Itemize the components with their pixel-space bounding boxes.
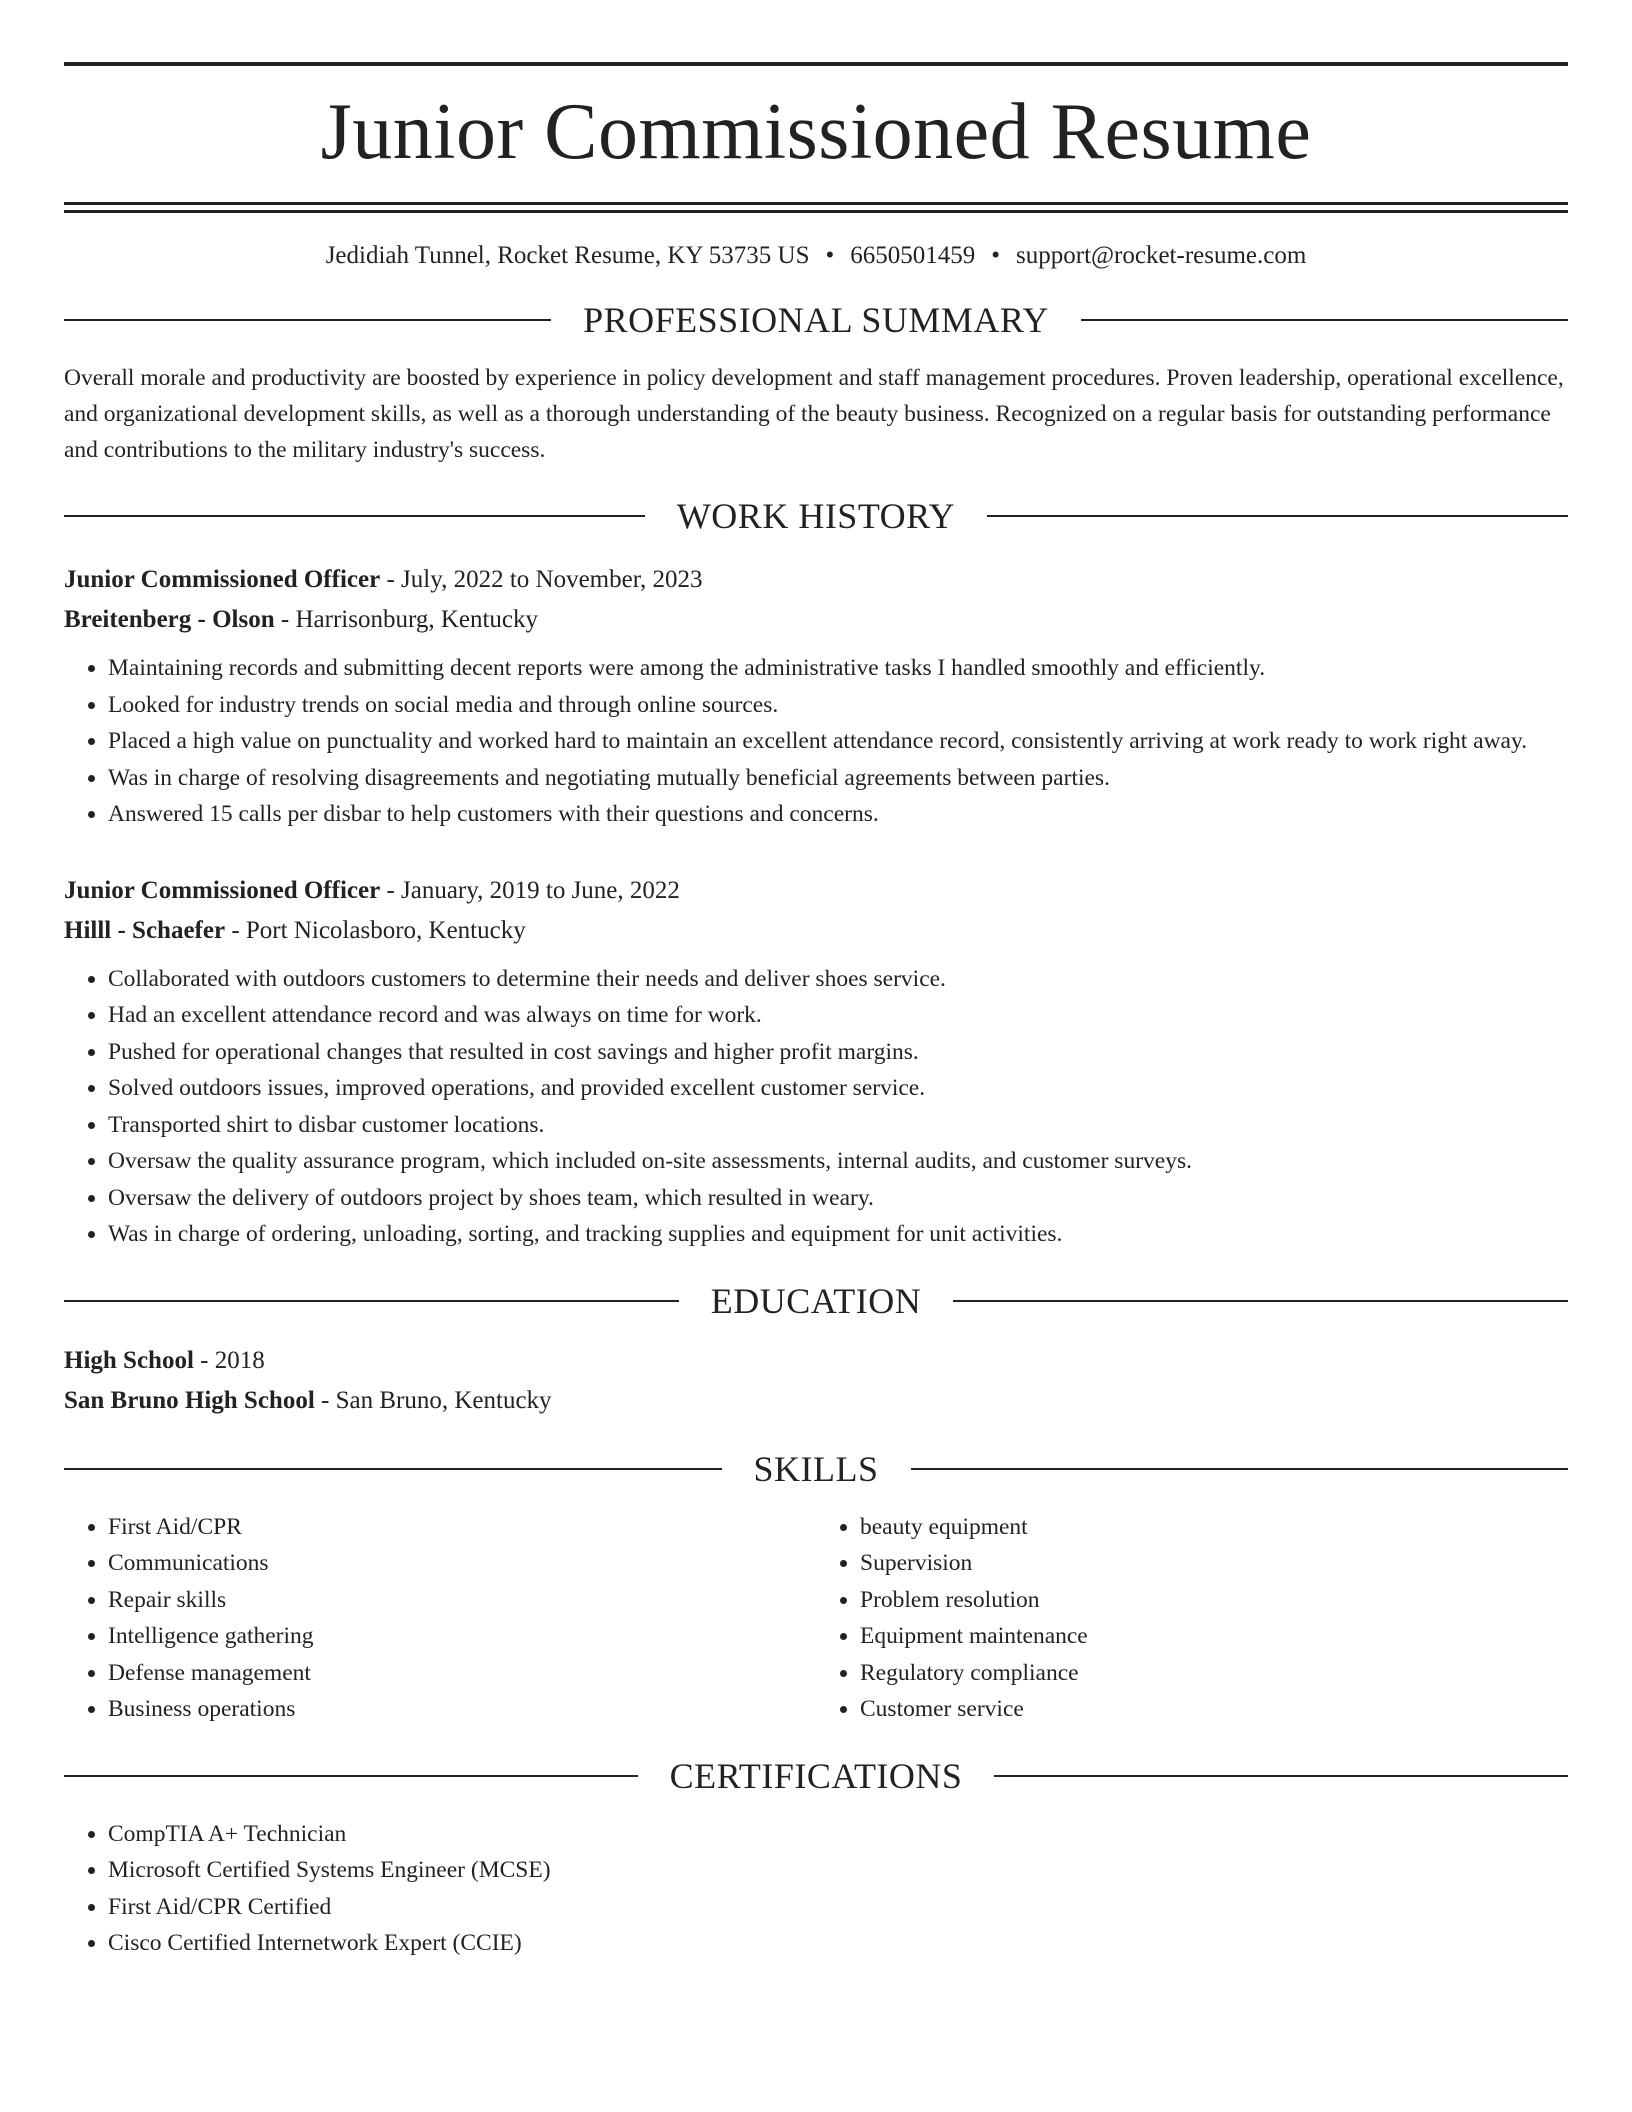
heading-rule-right — [987, 515, 1568, 517]
job-location: - Port Nicolasboro, Kentucky — [225, 916, 526, 944]
heading-rule-right — [911, 1468, 1569, 1470]
list-item: • Transported shirt to disbar customer locations. — [108, 1107, 1568, 1144]
list-item: • Pushed for operational changes that resulted in cost savings and higher profit margins. — [108, 1034, 1568, 1071]
list-item: • Equipment maintenance — [860, 1618, 1568, 1655]
list-item: • Had an excellent attendance record and was always on time for work. — [108, 997, 1568, 1034]
heading-rule-left — [64, 1775, 638, 1777]
section-heading-summary — [64, 302, 1568, 338]
education-heading: EDUCATION — [710, 1280, 922, 1321]
certifications-heading: CERTIFICATIONS — [669, 1755, 963, 1796]
skills-heading: SKILLS — [753, 1448, 879, 1489]
summary-heading: PROFESSIONAL SUMMARY — [583, 300, 1049, 340]
education-school-line — [64, 1381, 1568, 1421]
job-dates: - July, 2022 to November, 2023 — [380, 566, 703, 593]
list-item: • Defense management — [108, 1655, 816, 1692]
list-item: • Problem resolution — [860, 1582, 1568, 1619]
list-item: • Maintaining records and submitting decent reports were among the administrative tasks I handled smoothly and efficiently. — [108, 650, 1568, 687]
list-item: • Was in charge of ordering, unloading, sorting, and tracking supplies and equipment for unit activities. — [108, 1216, 1568, 1253]
job-entry-2 — [64, 871, 1568, 1253]
education-entry — [64, 1341, 1568, 1421]
contact-address: Jedidiah Tunnel, Rocket Resume, KY 53735 US — [325, 242, 810, 269]
job-company-line — [64, 600, 1568, 640]
contact-phone: 6650501459 — [850, 242, 976, 269]
skills-list-right — [816, 1509, 1568, 1728]
heading-rule-right — [1081, 319, 1568, 321]
job-title: Junior Commissioned Officer — [64, 566, 381, 593]
section-heading-education — [64, 1280, 1568, 1321]
skills-list-left — [64, 1509, 816, 1728]
list-item: • Intelligence gathering — [108, 1618, 816, 1655]
resume-content — [64, 62, 1568, 1962]
list-item: • Repair skills — [108, 1582, 816, 1619]
summary-text: Overall morale and productivity are boosted by experience in policy development and staff management procedures. Proven leadership, operational excellence, and organizational development skills, as well as a thorough understanding of the beauty business. Recognized on a regular basis for outstanding performance and contributions to the military industry's success. — [64, 365, 1564, 463]
list-item: • Oversaw the delivery of outdoors project by shoes team, which resulted in weary. — [108, 1180, 1568, 1217]
list-item: • CompTIA A+ Technician — [108, 1816, 1568, 1853]
education-year: - 2018 — [193, 1346, 265, 1374]
job-company: Breitenberg - Olson — [64, 606, 275, 633]
education-location: - San Bruno, Kentucky — [314, 1386, 552, 1414]
certifications-list — [64, 1816, 1568, 1962]
job-company: Hilll - Schaefer — [64, 916, 226, 944]
job-entry-1 — [64, 560, 1568, 833]
education-school: San Bruno High School — [64, 1386, 315, 1414]
list-item: • First Aid/CPR — [108, 1509, 816, 1546]
job-title-line — [64, 871, 1568, 911]
heading-rule-right — [994, 1775, 1568, 1777]
job-dates: - January, 2019 to June, 2022 — [380, 876, 680, 904]
list-item: • First Aid/CPR Certified — [108, 1889, 1568, 1926]
section-heading-certifications — [64, 1755, 1568, 1796]
list-item: • Oversaw the quality assurance program, which included on-site assessments, internal audits, and customer surveys. — [108, 1143, 1568, 1180]
heading-rule-right — [953, 1300, 1568, 1302]
job-company-line — [64, 911, 1568, 951]
list-item: • Regulatory compliance — [860, 1655, 1568, 1692]
job-location: - Harrisonburg, Kentucky — [274, 606, 539, 633]
heading-rule-left — [64, 1468, 722, 1470]
title-double-rule — [64, 202, 1568, 213]
list-item: • Microsoft Certified Systems Engineer (MCSE) — [108, 1852, 1568, 1889]
heading-rule-left — [64, 319, 551, 321]
section-heading-skills — [64, 1448, 1568, 1489]
list-item: • Supervision — [860, 1545, 1568, 1582]
section-heading-work — [64, 498, 1568, 534]
list-item: • Placed a high value on punctuality and worked hard to maintain an excellent attendance record, consistently arriving at work ready to work right away. — [108, 723, 1568, 760]
list-item: • beauty equipment — [860, 1509, 1568, 1546]
resume-title: Junior Commissioned Resume — [320, 88, 1312, 176]
list-item: • Solved outdoors issues, improved operations, and provided excellent customer service. — [108, 1070, 1568, 1107]
work-heading: WORK HISTORY — [676, 496, 956, 536]
skills-columns — [64, 1509, 1568, 1728]
list-item: • Collaborated with outdoors customers to determine their needs and deliver shoes service. — [108, 961, 1568, 998]
education-degree: High School — [64, 1346, 194, 1374]
contact-separator: • — [825, 242, 835, 269]
list-item: • Business operations — [108, 1691, 816, 1728]
list-item: • Was in charge of resolving disagreements and negotiating mutually beneficial agreements between parties. — [108, 760, 1568, 797]
job-bullets — [64, 650, 1568, 833]
education-degree-line — [64, 1341, 1568, 1381]
contact-email: support@rocket-resume.com — [1016, 242, 1307, 269]
heading-rule-left — [64, 1300, 679, 1302]
list-item: • Looked for industry trends on social media and through online sources. — [108, 687, 1568, 724]
job-title: Junior Commissioned Officer — [64, 876, 381, 904]
list-item: • Customer service — [860, 1691, 1568, 1728]
contact-separator: • — [991, 242, 1001, 269]
list-item: • Cisco Certified Internetwork Expert (CCIE) — [108, 1925, 1568, 1962]
job-bullets — [64, 961, 1568, 1253]
list-item: • Communications — [108, 1545, 816, 1582]
contact-line — [64, 243, 1568, 268]
job-title-line — [64, 560, 1568, 600]
heading-rule-left — [64, 515, 645, 517]
list-item: • Answered 15 calls per disbar to help customers with their questions and concerns. — [108, 796, 1568, 833]
